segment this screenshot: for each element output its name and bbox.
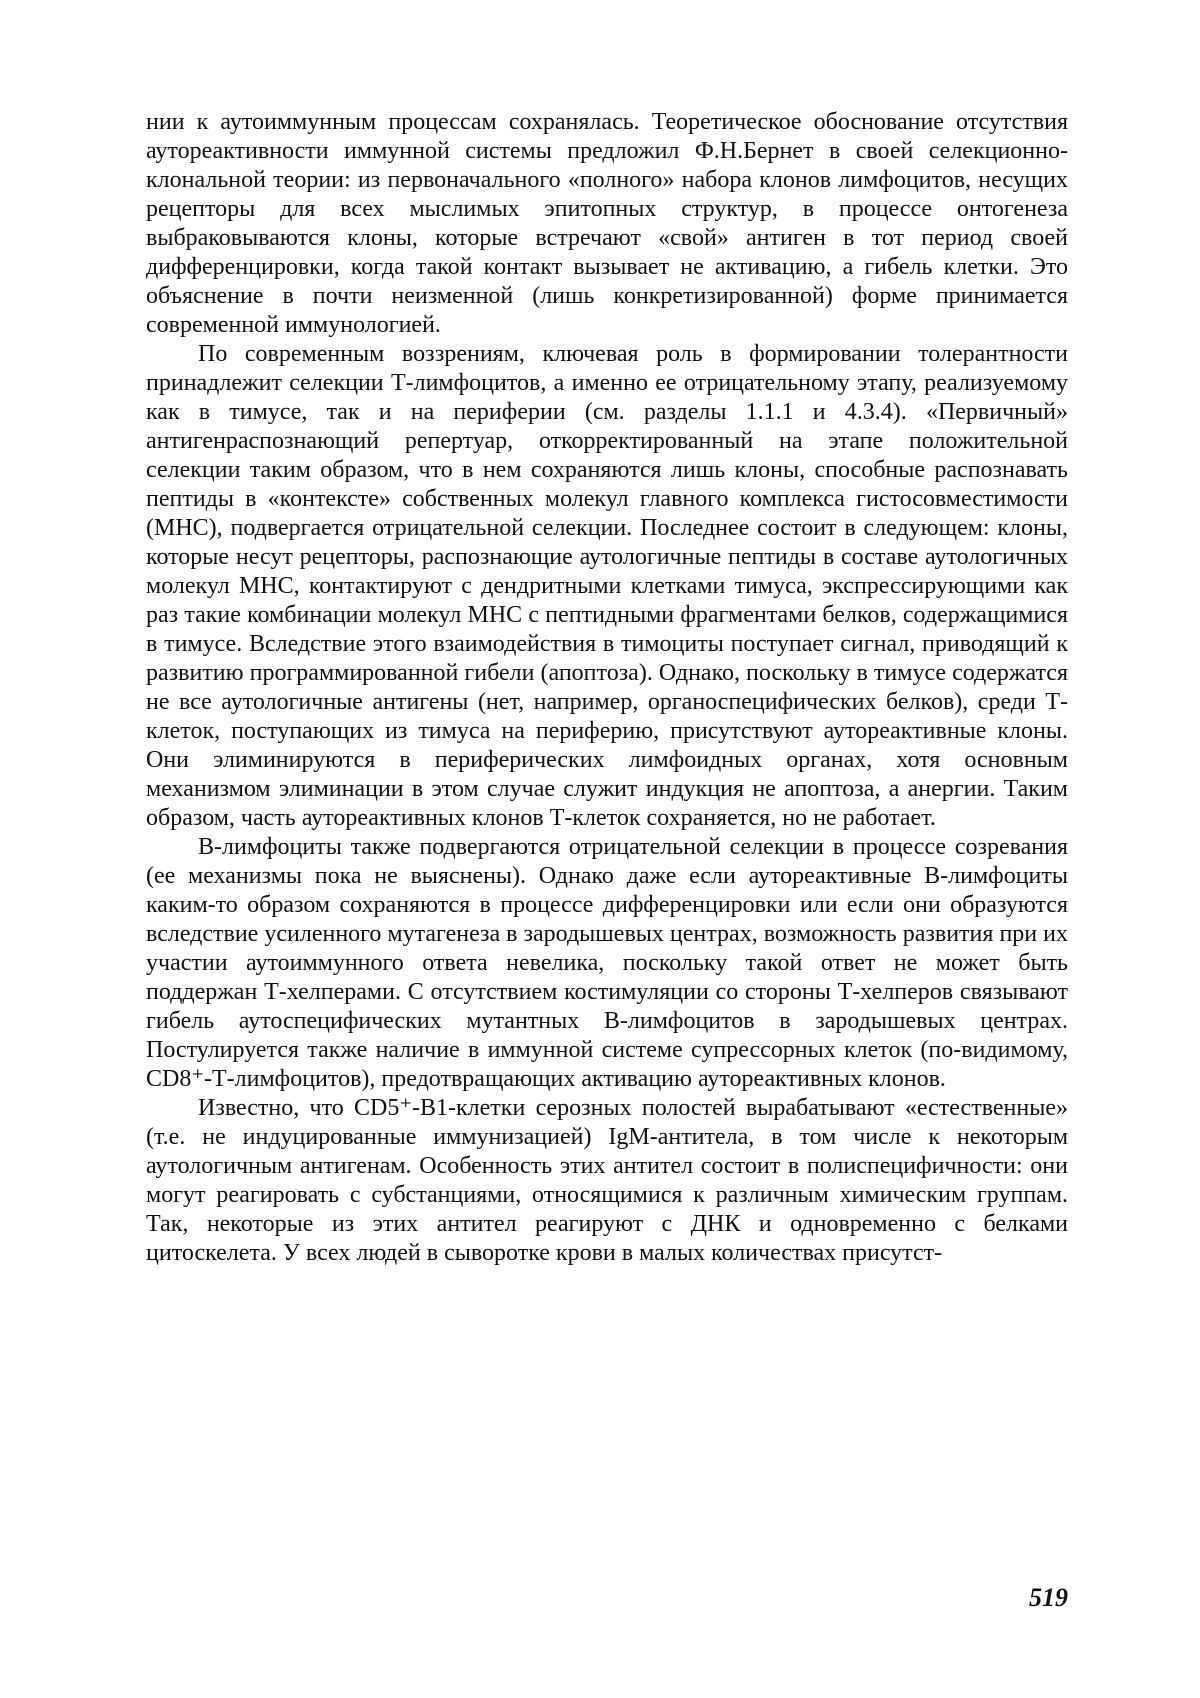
paragraph-2: По современным воззрениям, ключевая роль в формировании толерантности принадлежит селекции Т-лимфоцитов, а именно ее отрицательному этапу, реализуемому как в тимусе, так и на периферии (см. разделы 1.1.1 и 4.3.4). «Первичный» антигенраспознающий репертуар, откорректированный на этапе положительной селекции таким образом, что в нем сохраняются лишь клоны, способные распознавать пептиды в «контексте» собственных молекул главного комплекса гистосовместимости (МНС), подвергается отрицательной селекции. Последнее состоит в следующем: клоны, которые несут рецепторы, распознающие аутологичные пептиды в составе аутологичных молекул МНС, контактируют с дендритными клетками тимуса, экспрессирующими как раз такие комбинации молекул МНС с пептидными фрагментами белков, содержащимися в тимусе. Вследствие этого взаимодействия в тимоциты поступает сигнал, приводящий к развитию программированной гибели (апоптоза). Однако, поскольку в тимусе содержатся не все аутологичные антигены (нет, например, органоспецифических белков), среди Т-клеток, поступающих из тимуса на периферию, присутствуют аутореактивные клоны. Они элиминируются в периферических лимфоидных органах, хотя основным механизмом элиминации в этом случае служит индукция не апоптоза, а анергии. Таким образом, часть аутореактивных клонов Т-клеток сохраняется, но не работает. bbox=[146, 341, 1068, 831]
paragraph-4: Известно, что CD5⁺-B1-клетки серозных полостей вырабатывают «естественные» (т.е. не индуцированные иммунизацией) IgM-антитела, в том числе к некоторым аутологичным антигенам. Особенность этих антител состоит в полиспецифичности: они могут реагировать с субстанциями, относящимися к различным химическим группам. Так, некоторые из этих антител реагируют с ДНК и одновременно с белками цитоскелета. У всех людей в сыворотке крови в малых количествах присутст- bbox=[146, 1095, 1068, 1266]
paragraph-1: нии к аутоиммунным процессам сохранялась. Теоретическое обоснование отсутствия аутореактивности иммунной системы предложил Ф.Н.Бернет в своей селекционно-клональной теории: из первоначального «полного» набора клонов лимфоцитов, несущих рецепторы для всех мыслимых эпитопных структур, в процессе онтогенеза выбраковываются клоны, которые встречают «свой» антиген в тот период своей дифференцировки, когда такой контакт вызывает не активацию, а гибель клетки. Это объяснение в почти неизменной (лишь конкретизированной) форме принимается современной иммунологией. bbox=[146, 109, 1068, 338]
page-number: 519 bbox=[1029, 1583, 1068, 1612]
book-page bbox=[146, 108, 1068, 1668]
paragraph-3: В-лимфоциты также подвергаются отрицательной селекции в процессе созревания (ее механизмы пока не выяснены). Однако даже если аутореактивные В-лимфоциты каким-то образом сохраняются в процессе дифференцировки или если они образуются вследствие усиленного мутагенеза в зародышевых центрах, возможность развития при их участии аутоиммунного ответа невелика, поскольку такой ответ не может быть поддержан Т-хелперами. С отсутствием костимуляции со стороны Т-хелперов связывают гибель аутоспецифических мутантных В-лимфоцитов в зародышевых центрах. Постулируется также наличие в иммунной системе супрессорных клеток (по-видимому, CD8⁺-Т-лимфоцитов), предотвращающих активацию аутореактивных клонов. bbox=[146, 834, 1068, 1092]
text-body bbox=[146, 108, 1068, 1268]
